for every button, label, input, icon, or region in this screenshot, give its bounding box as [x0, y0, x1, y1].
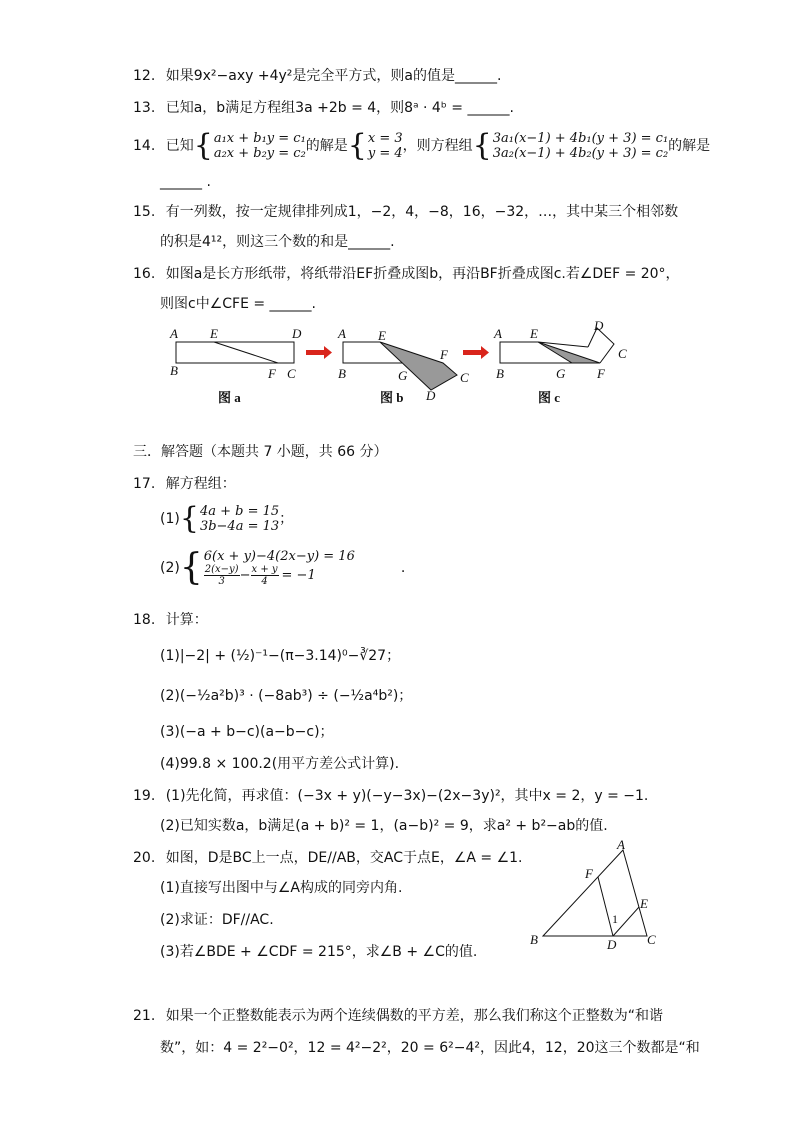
question-18-part-4: (4)99.8 × 100.2(用平方差公式计算). [160, 756, 400, 772]
question-number: 20. [133, 850, 156, 866]
label-c-D: D [594, 318, 604, 333]
section-title: 三．解答题（本题共 7 小题，共 66 分） [133, 444, 388, 460]
equation-row: 3b−4a = 13 [199, 519, 280, 534]
question-text-mid: 的解是 [305, 138, 348, 154]
question-number: 18. [133, 612, 156, 628]
question-14-line2: ______ . [160, 174, 211, 190]
question-16-line2: 则图c中∠CFE = ______. [160, 296, 317, 312]
caption-figure-c: 图 c [538, 390, 561, 405]
arrow-right-icon [306, 346, 332, 359]
question-13 [133, 98, 514, 118]
label-b-C: C [460, 370, 469, 385]
question-16 [133, 264, 680, 284]
equation-row: y = 4 [367, 146, 403, 161]
question-text: 有一列数，按一定规律排列成1，−2，4，−8，16，−32，…，其中某三个相邻数 [165, 204, 679, 220]
question-number: 14. [133, 138, 156, 154]
question-21-line2: 数”，如：4 = 2²−0²，12 = 4²−2²，20 = 6²−4²，因此4，12，20这三个数都是“和 [160, 1040, 700, 1056]
label-C: C [647, 932, 656, 947]
question-text: 如图，D是BC上一点，DE//AB，交AC于点E，∠A = ∠1. [165, 850, 523, 866]
question-18-part-3: (3)(−a + b−c)(a−b−c)； [160, 724, 334, 740]
label-a-F: F [268, 366, 276, 381]
label-b-G: G [398, 368, 408, 383]
question-20-part-1: (1)直接写出图中与∠A构成的同旁内角. [160, 880, 403, 896]
question-number: 15. [133, 204, 156, 220]
question-20-part-2: (2)求证：DF//AC. [160, 912, 274, 928]
label-D: D [607, 937, 617, 952]
label-c-G: G [556, 366, 566, 381]
question-number: 13. [133, 100, 156, 116]
fold-figures [160, 318, 640, 410]
equation-row: a₂x + b₂y = c₂ [213, 146, 306, 161]
question-18-part-1: (1)|−2| + (½)⁻¹−(π−3.14)⁰−∛27； [160, 648, 401, 664]
label-b-E: E [378, 328, 386, 343]
equation-row: $\frac{2(x-y)}{3}$ − $\frac{x + y}{4}$ = −1 [204, 564, 316, 587]
arrow-right-icon [463, 346, 489, 359]
question-text: 如果9x²−axy +4y²是完全平方式，则a的值是______. [165, 68, 502, 84]
question-19-part-2: (2)已知实数a，b满足(a + b)² = 1，(a−b)² = 9，求a² + b²−ab的值. [160, 818, 608, 834]
question-17-part-1 [160, 502, 293, 536]
punctuation: ； [279, 511, 294, 527]
question-text: 如果一个正整数能表示为两个连续偶数的平方差，那么我们称这个正整数为“和谐 [165, 1008, 663, 1024]
equation-row: a₁x + b₁y = c₁ [213, 131, 306, 146]
label-b-D: D [426, 388, 436, 403]
question-text: (1)先化简，再求值：(−3x + y)(−y−3x)−(2x−3y)²，其中x = 2，y = −1. [165, 788, 649, 804]
question-20-part-3: (3)若∠BDE + ∠CDF = 215°，求∠B + ∠C的值. [160, 944, 478, 960]
question-14 [133, 128, 710, 164]
question-text: 解方程组： [165, 476, 236, 492]
part-label: (2) [160, 560, 180, 576]
label-a-B: B [170, 363, 178, 378]
solution-system: { x = 3 y = 4 [347, 128, 403, 163]
label-b-A: A [338, 326, 346, 341]
label-b-F: F [440, 347, 448, 362]
caption-figure-a: 图 a [218, 390, 241, 405]
part-label: (1) [160, 511, 180, 527]
label-B: B [530, 932, 538, 947]
question-number: 16. [133, 266, 156, 282]
label-a-A: A [170, 326, 178, 341]
label-a-E: E [210, 326, 218, 341]
question-20 [133, 848, 523, 868]
figure-b [337, 326, 469, 405]
question-21 [133, 1006, 663, 1026]
label-A: A [617, 837, 625, 852]
equation-system: { 4a + b = 15 3b−4a = 13 [179, 501, 280, 536]
question-17-part-2 [160, 548, 405, 588]
question-text-prefix: 已知 [165, 138, 194, 154]
question-15-line2: 的积是4¹²，则这三个数的和是______. [160, 234, 395, 250]
label-c-B: B [496, 366, 504, 381]
figure-c [493, 318, 627, 405]
question-15 [133, 202, 678, 222]
fraction: $\frac{x + y}{4}$ [251, 564, 278, 587]
label-c-A: A [494, 326, 502, 341]
equation-row: 4a + b = 15 [199, 504, 280, 519]
triangle-figure [525, 836, 675, 952]
question-text-suffix: 的解是 [668, 138, 711, 154]
equation-row: x = 3 [367, 131, 403, 146]
punctuation: . [400, 560, 406, 576]
question-text: 如图a是长方形纸带，将纸带沿EF折叠成图b，再沿BF折叠成图c.若∠DEF = 20°， [165, 266, 680, 282]
label-c-F: F [597, 366, 605, 381]
fraction: $\frac{2(x-y)}{3}$ [204, 564, 239, 587]
question-19 [133, 786, 648, 806]
equation-row: 3a₁(x−1) + 4b₁(y + 3) = c₁ [492, 131, 669, 146]
question-number: 19. [133, 788, 156, 804]
equation-row: 3a₂(x−1) + 4b₂(y + 3) = c₂ [492, 146, 669, 161]
equation-system-2: { 3a₁(x−1) + 4b₁(y + 3) = c₁ 3a₂(x−1) + 4b₂(y + 3) = c₂ [472, 128, 669, 163]
label-F: F [585, 866, 593, 881]
question-number: 12. [133, 68, 156, 84]
label-a-D: D [292, 326, 302, 341]
label-E: E [640, 896, 648, 911]
equation-system: { 6(x + y)−4(2x−y) = 16 $\frac{2(x-y)}{3}$ − $\frac{x + y}{4}$ = −1 [179, 547, 355, 588]
question-number: 17. [133, 476, 156, 492]
label-c-E: E [530, 326, 538, 341]
label-b-B: B [338, 366, 346, 381]
question-text: 已知a，b满足方程组3a +2b = 4，则8ᵃ · 4ᵇ = ______. [165, 100, 514, 116]
equation-row: 6(x + y)−4(2x−y) = 16 [203, 549, 355, 564]
label-angle-1: 1 [612, 912, 618, 926]
equation-system-1: { a₁x + b₁y = c₁ a₂x + b₂y = c₂ [193, 128, 306, 163]
caption-figure-b: 图 b [380, 390, 404, 405]
figure-a [169, 326, 302, 405]
question-17 [133, 474, 236, 494]
label-c-C: C [618, 346, 627, 361]
question-18-part-2: (2)(−½a²b)³ · (−8ab³) ÷ (−½a⁴b²)； [160, 688, 413, 704]
question-18 [133, 610, 208, 630]
question-number: 21. [133, 1008, 156, 1024]
question-12 [133, 66, 501, 86]
label-a-C: C [287, 366, 296, 381]
question-text: 计算： [165, 612, 208, 628]
question-text-mid2: ，则方程组 [402, 138, 473, 154]
